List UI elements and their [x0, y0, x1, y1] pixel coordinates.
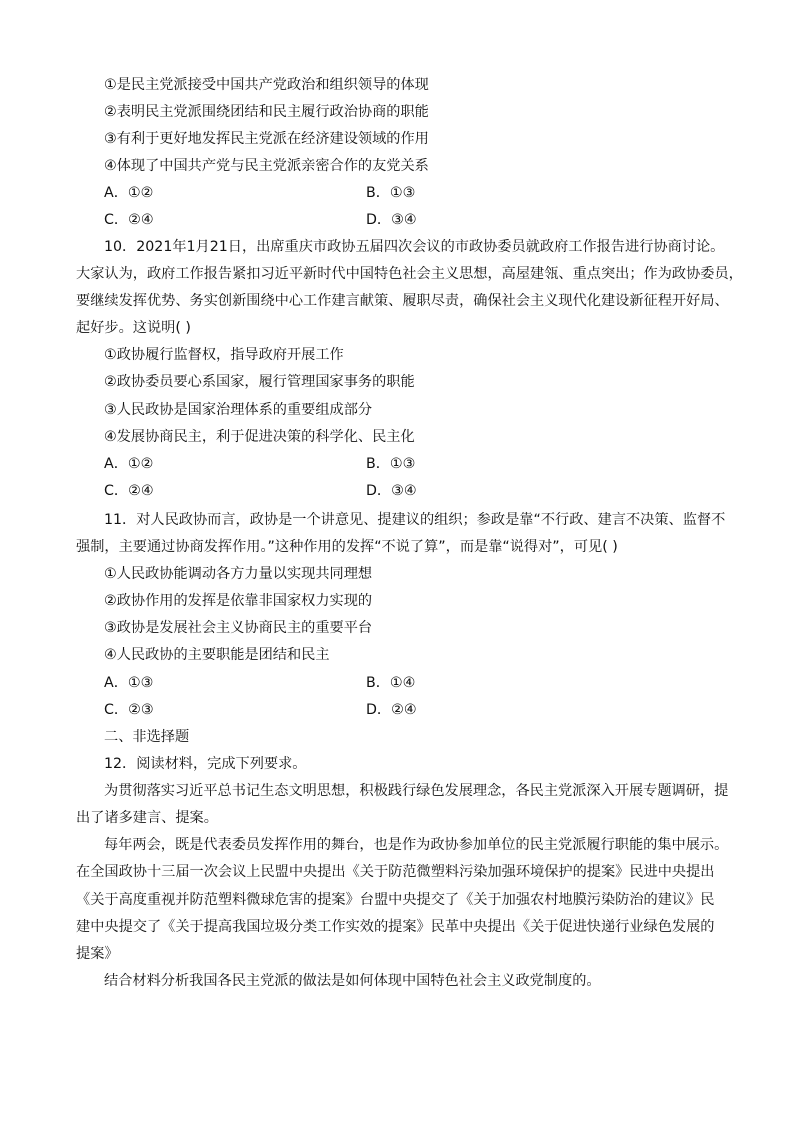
q9-choice-b: B．①③: [366, 185, 416, 202]
q11-choices-row-1: [76, 670, 718, 697]
q9-choices-row-1: [76, 180, 718, 207]
q9-choices-row-2: [76, 207, 718, 234]
section-2-block: [76, 724, 729, 995]
q12-stem: 12．阅读材料，完成下列要求。: [104, 756, 307, 773]
q9-option-4: ④体现了中国共产党与民主党派亲密合作的友党关系: [104, 158, 429, 175]
q11-choice-c: C．②③: [104, 701, 154, 718]
q10-option-3: ③人民政协是国家治理体系的重要组成部分: [104, 401, 373, 418]
q11-stem-line-2: 强制，主要通过协商发挥作用。”这种作用的发挥“不说了算”，而是靠“说得对”，可见( ): [76, 539, 618, 556]
q11-choice-a: A．①③: [104, 674, 154, 691]
q12-para2-line-4: 建中央提交了《关于提高我国垃圾分类工作实效的提案》民革中央提出《关于促进快递行业绿色发展的: [76, 918, 715, 935]
q9-choice-c: C．②④: [104, 212, 154, 229]
q11-stem-line-1: 11．对人民政协而言，政协是一个讲意见、提建议的组织；参政是靠“不行政、建言不决策、监督不: [104, 512, 726, 528]
q12-para2-line-3: 《关于高度重视并防范塑料微球危害的提案》台盟中央提交了《关于加强农村地膜污染防治的建议》民: [76, 891, 715, 908]
q10-stem-line-1: 10．2021年1月21日，出席重庆市政协五届四次会议的市政协委员就政府工作报告进行协商讨论。: [104, 239, 725, 255]
q10-stem-line-4: 起好步。这说明( ): [76, 320, 191, 337]
q11-block: [76, 507, 726, 724]
q12-para2-line-2: 在全国政协十三届一次会议上民盟中央提出《关于防范微塑料污染加强环境保护的提案》民进中央提出: [76, 864, 715, 881]
q10-option-1: ①政协履行监督权，指导政府开展工作: [104, 347, 344, 364]
q10-choices-row-1: [76, 451, 718, 478]
q10-stem-line-2: 大家认为，政府工作报告紧扣习近平新时代中国特色社会主义思想，高屋建瓴、重点突出；作为政协委员，: [76, 266, 743, 283]
q12-question: 结合材料分析我国各民主党派的做法是如何体现中国特色社会主义政党制度的。: [104, 972, 601, 989]
q11-option-4: ④人民政协的主要职能是团结和民主: [104, 647, 330, 664]
q10-choice-d: D．③④: [366, 482, 417, 499]
q9-option-1: ①是民主党派接受中国共产党政治和组织领导的体现: [104, 77, 429, 93]
q11-option-1: ①人民政协能调动各方力量以实现共同理想: [104, 566, 373, 583]
q9-choice-a: A．①②: [104, 185, 154, 202]
q11-option-3: ③政协是发展社会主义协商民主的重要平台: [104, 620, 373, 637]
q12-para2-line-5: 提案》: [76, 945, 119, 962]
q10-choice-b: B．①③: [366, 455, 416, 472]
q10-stem-line-3: 要继续发挥优势、务实创新围绕中心工作建言献策、履职尽责，确保社会主义现代化建设新征程开好局、: [76, 293, 729, 310]
q10-choice-c: C．②④: [104, 482, 154, 499]
q12-para1-line-1: 为贯彻落实习近平总书记生态文明思想，积极践行绿色发展理念，各民主党派深入开展专题调研，提: [104, 783, 729, 800]
q9-option-2: ②表明民主党派围绕团结和民主履行政治协商的职能: [104, 104, 429, 121]
q12-para2-line-1: 每年两会，既是代表委员发挥作用的舞台，也是作为政协参加单位的民主党派履行职能的集中展示。: [104, 837, 729, 854]
q12-para1-line-2: 出了诸多建言、提案。: [76, 810, 218, 827]
q11-choice-d: D．②④: [366, 701, 417, 718]
q10-choices-row-2: [76, 478, 718, 505]
q10-choice-a: A．①②: [104, 455, 154, 472]
q9-option-3: ③有利于更好地发挥民主党派在经济建设领域的作用: [104, 131, 429, 148]
q10-option-2: ②政协委员要心系国家，履行管理国家事务的职能: [104, 374, 415, 391]
q9-block: [76, 72, 718, 235]
q11-choices-row-2: [76, 697, 718, 724]
q11-option-2: ②政协作用的发挥是依靠非国家权力实现的: [104, 593, 373, 610]
section-heading: 二、非选择题: [104, 729, 190, 745]
q10-block: [76, 234, 743, 505]
q11-choice-b: B．①④: [366, 674, 416, 691]
q9-choice-d: D．③④: [366, 212, 417, 229]
q10-option-4: ④发展协商民主，利于促进决策的科学化、民主化: [104, 428, 415, 445]
